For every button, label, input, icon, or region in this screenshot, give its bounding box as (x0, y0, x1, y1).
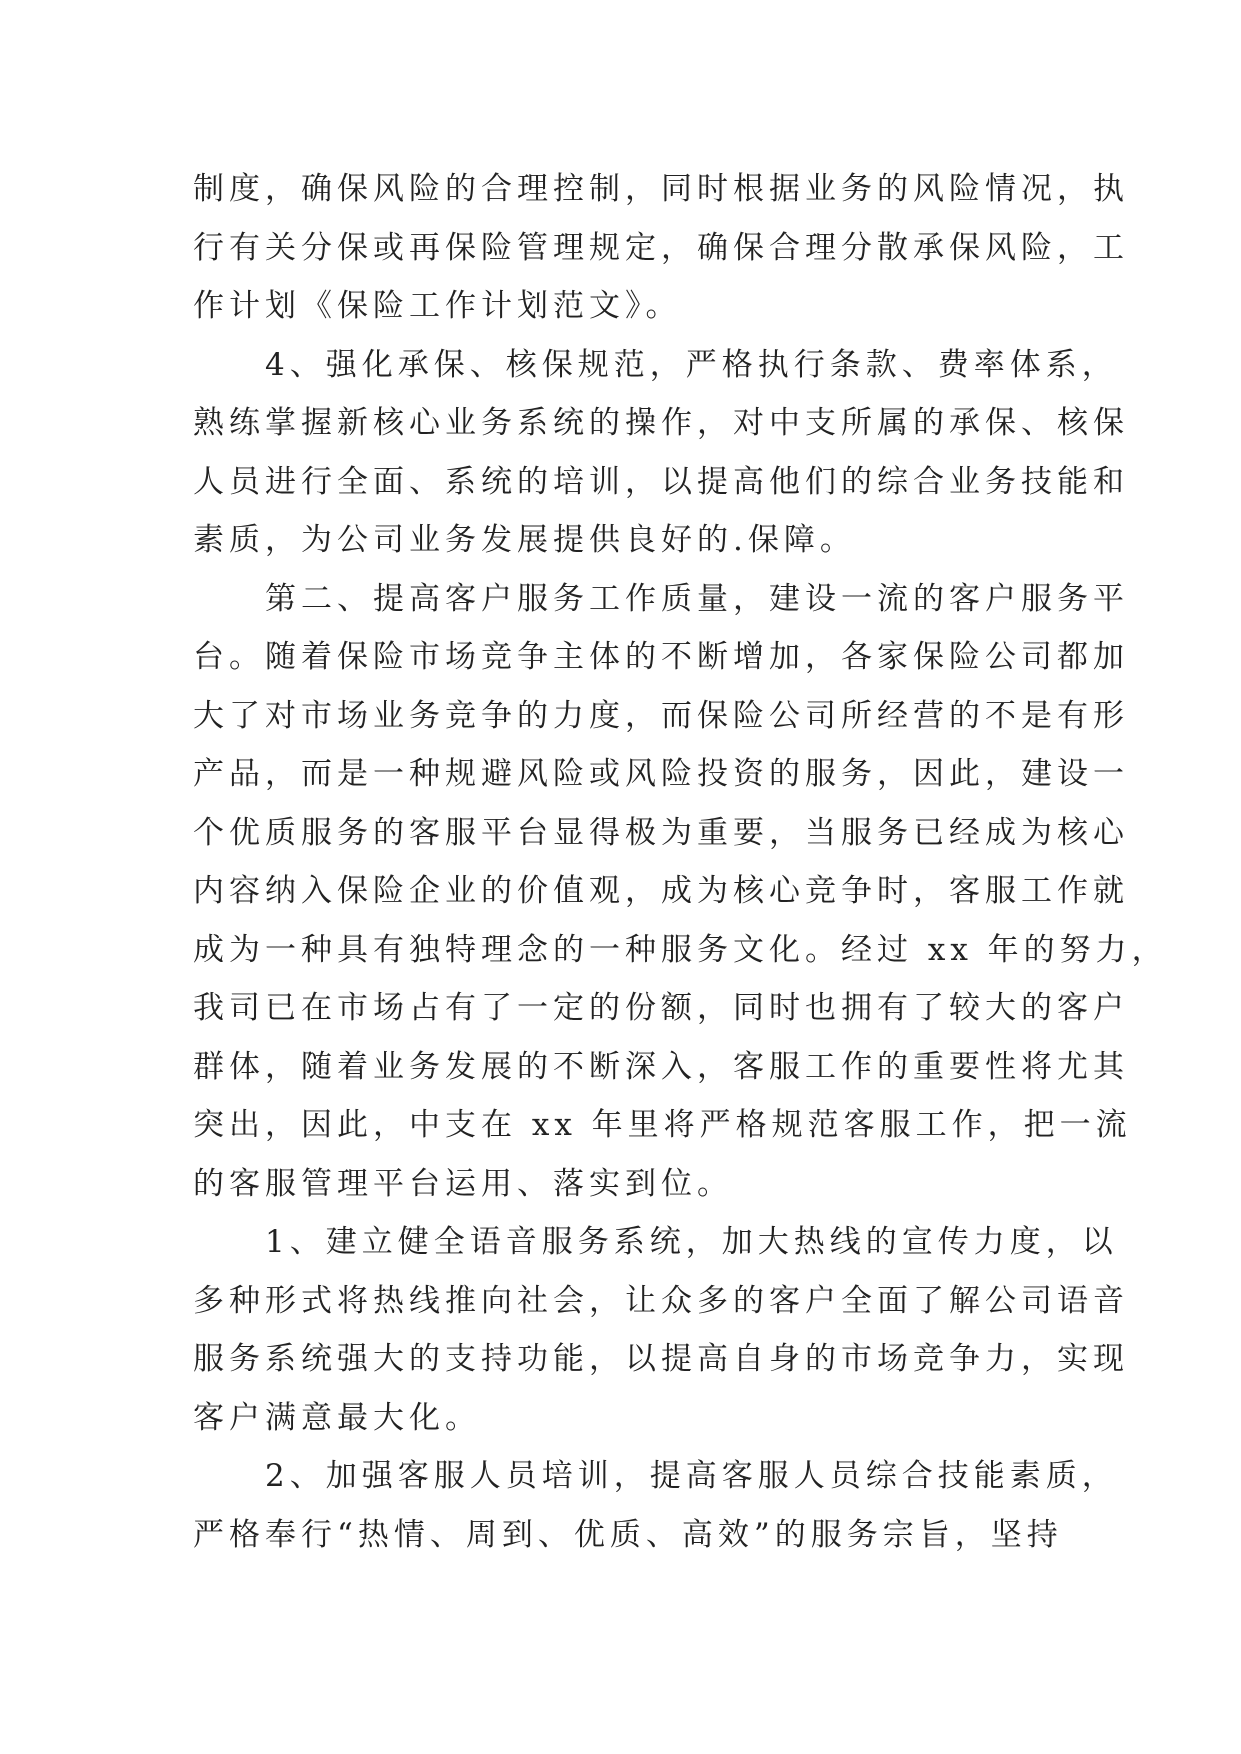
text-line: 群体，随着业务发展的不断深入，客服工作的重要性将尤其 (193, 1048, 1129, 1085)
text-line: 多种形式将热线推向社会，让众多的客户全面了解公司语音 (193, 1282, 1129, 1319)
text-line: 客户满意最大化。 (193, 1399, 481, 1436)
text-line: 个优质服务的客服平台显得极为重要，当服务已经成为核心 (193, 814, 1129, 851)
text-line: 熟练掌握新核心业务系统的操作，对中支所属的承保、核保 (193, 405, 1129, 441)
text-line: 1、建立健全语音服务系统，加大热线的宣传力度，以 (193, 1224, 1118, 1260)
text-line: 大了对市场业务竞争的力度，而保险公司所经营的不是有形 (193, 697, 1129, 734)
text-line: 我司已在市场占有了一定的份额，同时也拥有了较大的客户 (193, 990, 1129, 1026)
text-line: 制度，确保风险的合理控制，同时根据业务的风险情况，执 (193, 171, 1129, 207)
text-line: 突出，因此，中支在 xx 年里将严格规范客服工作，把一流 (193, 1107, 1132, 1143)
text-line: 人员进行全面、系统的培训，以提高他们的综合业务技能和 (193, 463, 1129, 500)
text-line: 的客服管理平台运用、落实到位。 (193, 1165, 733, 1202)
text-line: 服务系统强大的支持功能，以提高自身的市场竞争力，实现 (193, 1341, 1129, 1377)
text-line: 产品，而是一种规避风险或风险投资的服务，因此，建设一 (193, 756, 1129, 792)
text-line: 成为一种具有独特理念的一种服务文化。经过 xx 年的努力， (193, 931, 1168, 968)
text-line: 行有关分保或再保险管理规定，确保合理分散承保风险，工 (193, 229, 1129, 266)
document-body (193, 160, 1168, 1564)
text-line: 4、强化承保、核保规范，严格执行条款、费率体系， (193, 346, 1118, 383)
text-line: 2、加强客服人员培训，提高客服人员综合技能素质， (193, 1458, 1118, 1494)
text-line: 作计划《保险工作计划范文》。 (193, 288, 682, 324)
text-line: 第二、提高客户服务工作质量，建设一流的客户服务平 (193, 580, 1129, 617)
text-line: 台。随着保险市场竞争主体的不断增加，各家保险公司都加 (193, 639, 1129, 675)
text-line: 内容纳入保险企业的价值观，成为核心竞争时，客服工作就 (193, 873, 1129, 909)
text-line: 素质，为公司业务发展提供良好的.保障。 (193, 522, 856, 558)
text-line: 严格奉行“热情、周到、优质、高效”的服务宗旨，坚持 (193, 1516, 1063, 1553)
